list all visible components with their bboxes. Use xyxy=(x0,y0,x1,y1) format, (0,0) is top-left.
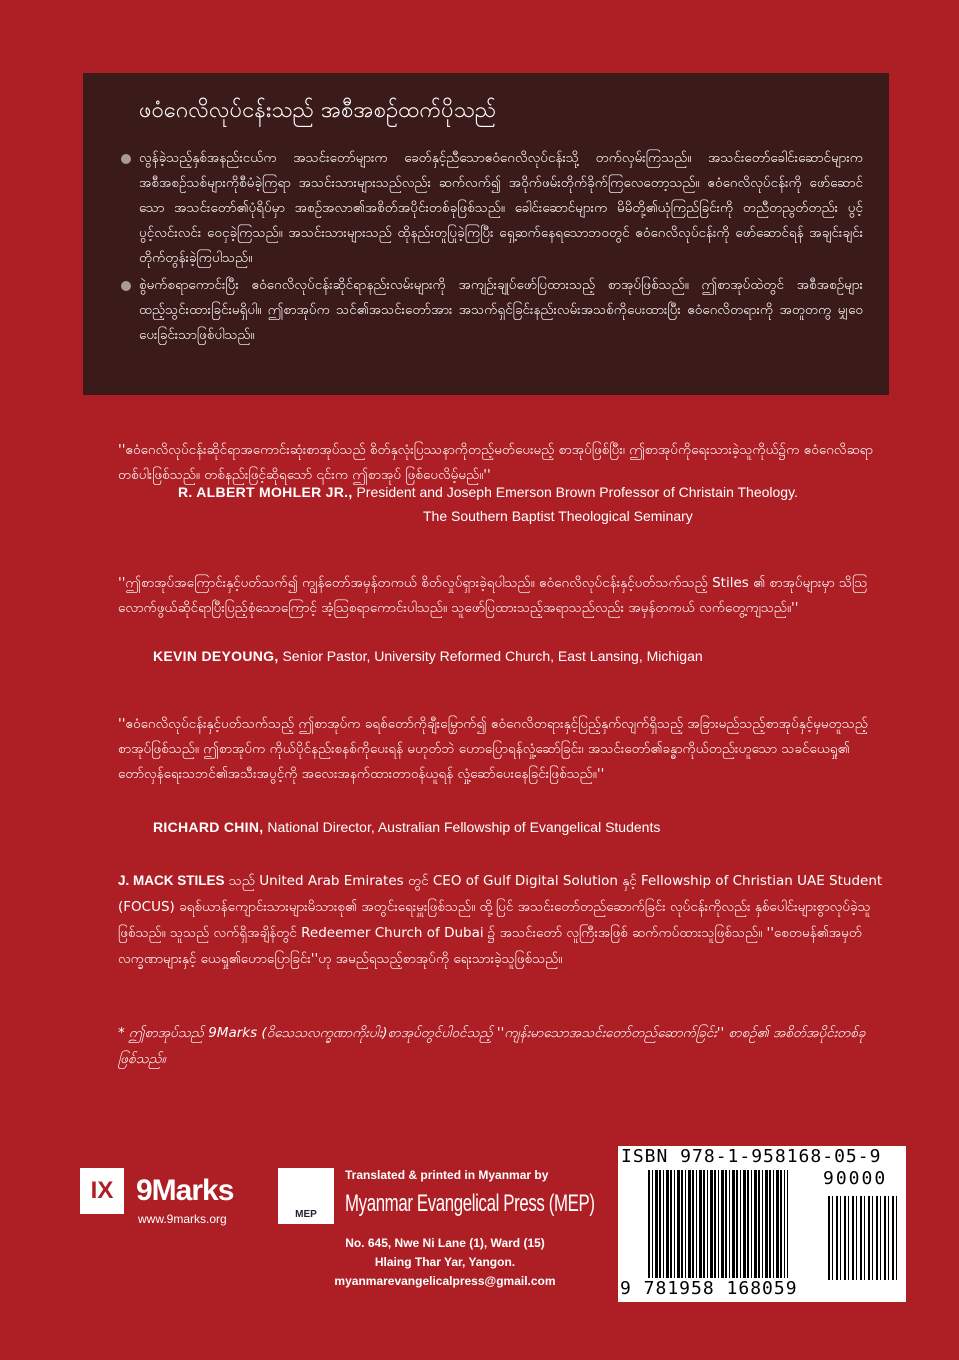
barcode-bars xyxy=(648,1170,788,1280)
endorser-role: Senior Pastor, University Reformed Church, East Lansing, Michigan xyxy=(282,648,703,664)
endorser-role: President and Joseph Emerson Brown Professor of Christain Theology. xyxy=(356,484,798,500)
press-name: Myanmar Evangelical Press (MEP) xyxy=(345,1190,595,1217)
bullet-dot-icon xyxy=(121,154,131,164)
summary-box xyxy=(83,73,889,395)
endorsement-attribution xyxy=(153,819,660,835)
box-title: ဖဝံဂေလိလုပ်ငန်းသည် အစီအစဉ်ထက်ပိုသည် xyxy=(139,98,497,123)
9marks-url: www.9marks.org xyxy=(138,1212,227,1226)
series-note: * ဤစာအုပ်သည် 9Marks (ဝိသေသလက္ခဏာကိုးပါး)စာအုပ်တွင်ပါဝင်သည့် ''ကျန်းမာသောအသင်းတော်တည်ဆောက်ခြင်း'' စာစဉ်၏ အစိတ်အပိုင်းတစ်ခုဖြစ်သည်။ xyxy=(118,1025,866,1067)
bullet-item: စွဲမက်စရာကောင်းပြီး ဧဝံဂေလိလုပ်ငန်းဆိုင်ရာနည်းလမ်းများကို အကျဉ်းချုပ်ဖော်ပြထားသည့် စာအုပ်ဖြစ်သည်။ ဤစာအုပ်ထဲတွင် အစီအစဉ်များထည့်သွင်းထားခြင်းမရှိပါ။ ဤစာအုပ်က သင်၏အသင်းတော်အား အသက်ရှင်ခြင်းနည်းလမ်းအသစ်ကိုပေးထားပြီး ဧဝံဂေလိတရားကို အတူတကွ မျှဝေပေးခြင်းသာဖြစ်ပါသည်။ xyxy=(121,273,863,348)
endorsement-quote: ''ဧဝံဂေလိလုပ်ငန်းဆိုင်ရာအကောင်းဆုံးစာအုပ်သည် စိတ်နှလုံးပြဿနာကိုတည့်မတ်ပေးမည့် စာအုပ်ဖြစ်ပြီး၊ ဤစာအုပ်ကိုရေးသားခဲ့သူကိုယ်၌က ဧဝံဂေလိဆရာတစ်ပါးဖြစ်သည်။ တစ်နည်းဖြင့်ဆိုရသော် ၎င်းက ဤစာအုပ် ဖြစ်ပေလိမ့်မည်။'' xyxy=(118,442,873,483)
press-address: No. 645, Nwe Ni Lane (1), Ward (15) Hlaing Thar Yar, Yangon. myanmarevangelicalpress@gmail.com xyxy=(334,1236,556,1288)
endorser-org: The Southern Baptist Theological Seminary xyxy=(423,508,693,524)
endorsement-attribution xyxy=(178,484,798,500)
ean-digits: 9 781958 168059 xyxy=(620,1278,798,1299)
endorser-role: National Director, Australian Fellowship of Evangelical Students xyxy=(267,819,661,835)
9marks-logo: IX 9Marks xyxy=(80,1168,233,1214)
author-bio: J. MACK STILES သည် United Arab Emirates တွင် CEO of Gulf Digital Solution နှင့် Fellowship of Christian UAE Student (FOCUS) ခရစ်ယာန်ကျောင်းသားများမိသားစု၏ အတွင်းရေးမှူးဖြစ်သည်။ ထို့ပြင် အသင်းတော်တည်ဆောက်ခြင်း လုပ်ငန်းကိုလည်း နှစ်ပေါင်းများစွာလုပ်ခဲ့သူဖြစ်သည်။ သူသည် လက်ရှိအချိန်တွင် Redeemer Church of Dubai ၌ အသင်းတော် လူကြီးအဖြစ် ဆက်ကပ်ထားသူဖြစ်သည်။ ''စေတမန်၏အမှတ်လက္ခဏာများနှင့် ယေရှု၏ဟောပြောခြင်း''ဟု အမည်ရသည့်စာအုပ်ကို ရေးသားခဲ့သူဖြစ်သည်။ xyxy=(118,873,883,967)
isbn-barcode xyxy=(618,1146,906,1302)
isbn-text: ISBN 978-1-958168-05-9 xyxy=(621,1146,882,1167)
endorsement-quote: ''ဧဝံဂေလိလုပ်ငန်းနှင့်ပတ်သက်သည့် ဤစာအုပ်က ခရစ်တော်ကိုချီးမြှောက်၍ ဧဝံဂေလိတရားနှင့်ပြည့်နှက်လျက်ရှိသည့် အခြားမည်သည့်စာအုပ်နှင့်မှမတူသည့် စာအုပ်ဖြစ်သည်။ ဤစာအုပ်က ကိုယ်ပိုင်နည်းစနစ်ကိုပေးရန် မဟုတ်ဘဲ ဟောပြောရန်လှုံ့ဆော်ခြင်း၊ အသင်းတော်၏ခန္ဓာကိုယ်တည်းဟူသော သခင်ယေရှု၏ တော်လှန်ရေးသဘင်၏အသီးအပွင့်ကို အလေးအနက်ထားတာဝန်ယူရန် လှုံ့ဆော်ပေးနေခြင်းဖြစ်သည်။'' xyxy=(118,716,868,782)
addon-barcode-bars xyxy=(828,1196,898,1280)
mep-logo: MEP xyxy=(278,1168,334,1224)
translated-label: Translated & printed in Myanmar by xyxy=(345,1168,549,1182)
endorser-name: R. ALBERT MOHLER JR., xyxy=(178,484,353,500)
endorsement-quote: ''ဤစာအုပ်အကြောင်းနှင့်ပတ်သက်၍ ကျွန်တော်အမှန်တကယ် စိတ်လှုပ်ရှားခဲ့ရပါသည်။ ဧဝံဂေလိလုပ်ငန်းနှင့်ပတ်သက်သည့် Stiles ၏ စာအုပ်များမှာ သိသြလောက်ဖွယ်ဆိုင်ရာပြီးပြည့်စုံသောကြောင့် အံ့သြစရာကောင်းပါသည်။ သူဖော်ပြထားသည့်အရာသည်လည်း အမှန်တကယ် လက်တွေ့ကျသည်။'' xyxy=(118,575,868,616)
author-name: J. MACK STILES xyxy=(118,873,225,888)
endorsement-attribution xyxy=(153,648,703,664)
bullet-item: လွန်ခဲ့သည့်နှစ်အနည်းငယ်က အသင်းတော်များက ခေတ်နှင့်ညီသောဧဝံဂေလိလုပ်ငန်းသို့ တက်လှမ်းကြသည်။ အသင်းတော်ခေါင်းဆောင်များက အစီအစဉ်သစ်များကိုစီမံခဲ့ကြရာ အသင်းသားများသည်လည်း ဆက်လက်၍ အဝိုက်ဖမ်းတိုက်ခိုက်ကြလေတော့သည်။ ဧဝံဂေလိလုပ်ငန်းကို ဖော်ဆောင်သော အသင်းတော်၏ပုံရိပ်မှာ အစဉ်အလာ၏အစိတ်အပိုင်းတစ်ခုဖြစ်သည်။ ခေါင်းဆောင်များက မိမိတို့၏ယုံကြည်ခြင်းကို တညီတညွတ်တည်း ပွင့်ပွင့်လင်းလင်း ဝေငှခဲ့ကြသည်။ အသင်းသားများသည် ထိုနည်းတူပြုခဲ့ကြပြီး ရှေ့ဆက်နေရသောဘဝတွင် ဧဝံဂေလိလုပ်ငန်းကို ဖော်ဆောင်ရန် အချင်းချင်း တိုက်တွန်းခဲ့ကြပါသည်။ xyxy=(121,146,863,271)
bullet-dot-icon xyxy=(121,281,131,291)
endorser-name: KEVIN DEYOUNG, xyxy=(153,648,279,664)
endorser-name: RICHARD CHIN, xyxy=(153,819,264,835)
price-code: 90000 xyxy=(823,1168,888,1189)
